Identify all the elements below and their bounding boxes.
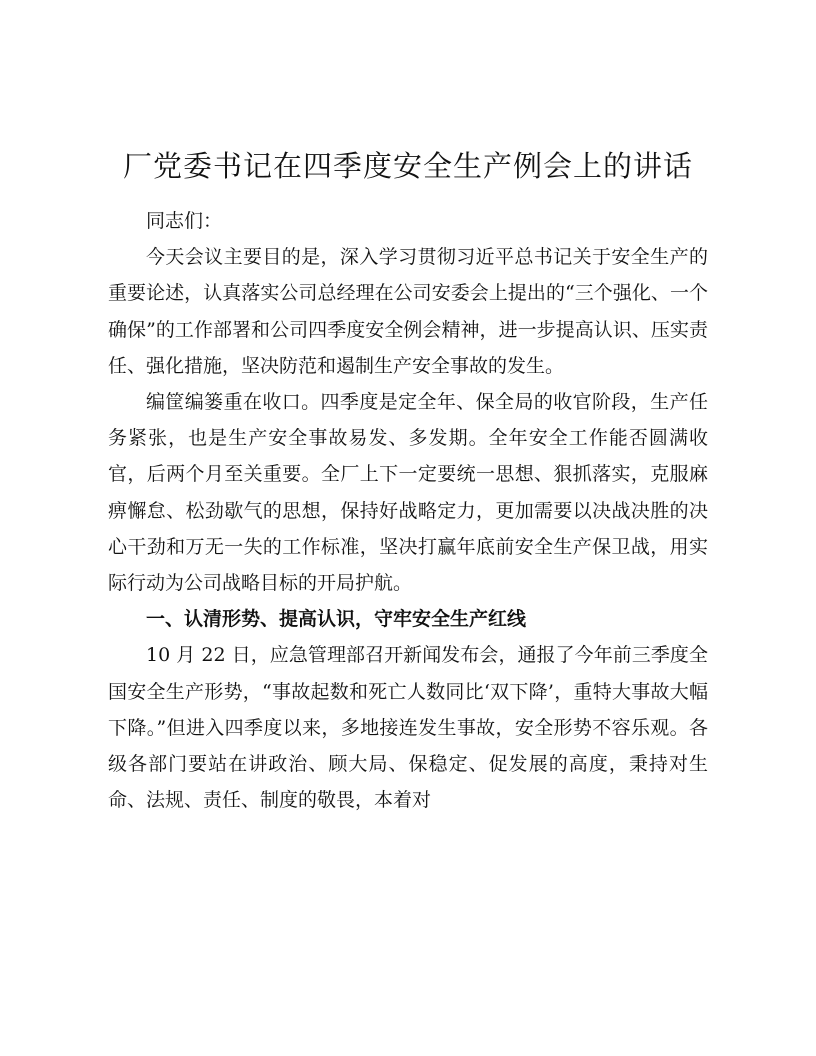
body-paragraph: 10 月 22 日，应急管理部召开新闻发布会，通报了今年前三季度全国安全生产形势，“事故起数和死亡人数同比‘双下降’，重特大事故大幅下降。”但进入四季度以来，多地接连发生事故，安全形势不容乐观。各级各部门要站在讲政治、顾大局、保稳定、促发展的高度，秉持对生命、法规、责任、制度的敬畏，本着对 — [108, 644, 708, 812]
body-paragraph: 编筐编篓重在收口。四季度是定全年、保全局的收官阶段，生产任务紧张，也是生产安全事故易发、多发期。全年安全工作能否圆满收官，后两个月至关重要。全厂上下一定要统一思想、狠抓落实，克服麻痹懈怠、松劲歇气的思想，保持好战略定力，更加需要以决战决胜的决心干劲和万无一失的工作标准，坚决打赢年底前安全生产保卫战，用实际行动为公司战略目标的开局护航。 — [108, 391, 708, 595]
document-title: 厂党委书记在四季度安全生产例会上的讲话 — [122, 149, 693, 183]
salutation-paragraph: 同志们： — [146, 210, 223, 232]
body-paragraph: 今天会议主要目的是，深入学习贯彻习近平总书记关于安全生产的重要论述，认真落实公司总经理在公司安委会上提出的“三个强化、一个确保”的工作部署和公司四季度安全例会精神，进一步提高认识、压实责任、强化措施，坚决防范和遏制生产安全事故的发生。 — [108, 246, 708, 377]
document-body — [108, 203, 708, 818]
section-heading: 一、认清形势、提高认识，守牢安全生产红线 — [146, 608, 527, 631]
